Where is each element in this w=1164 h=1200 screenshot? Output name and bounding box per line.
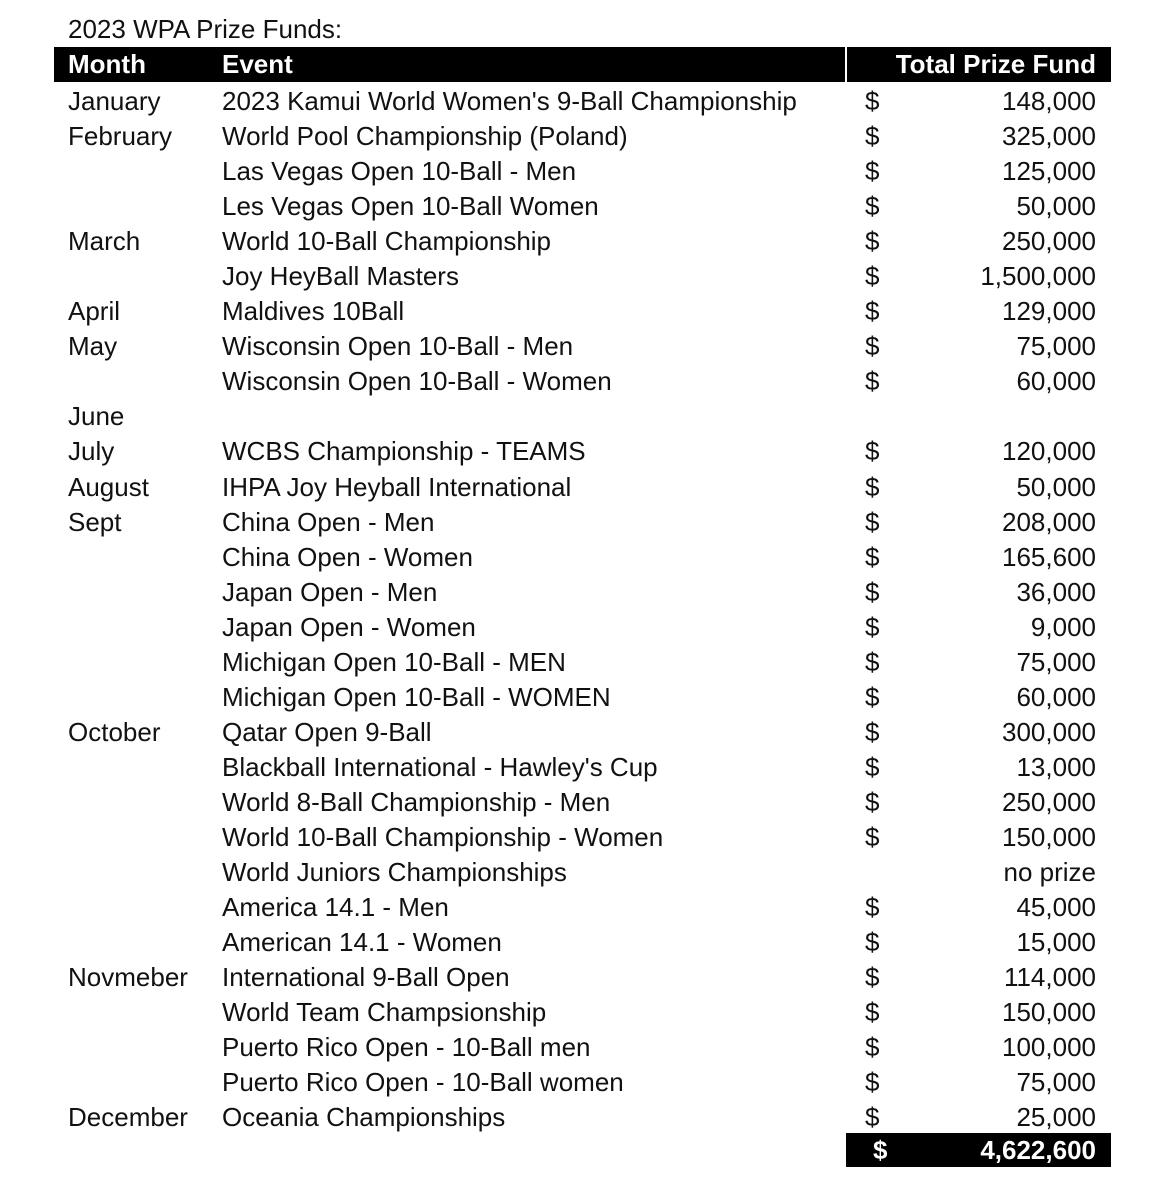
row-event: WCBS Championship - TEAMS	[222, 436, 586, 467]
row-month: March	[68, 226, 141, 257]
row-event: World 10-Ball Championship - Women	[222, 821, 664, 852]
row-event: Les Vegas Open 10-Ball Women	[222, 191, 599, 222]
table-row	[0, 1065, 1164, 1100]
row-month: January	[68, 86, 161, 116]
table-row	[0, 680, 1164, 715]
row-currency: $	[865, 436, 880, 467]
table-row	[0, 925, 1164, 960]
row-event: Blackball International - Hawley's Cup	[222, 751, 658, 782]
row-event: World Juniors Championships	[222, 857, 567, 888]
table-row	[0, 224, 1164, 259]
row-currency: $	[865, 296, 880, 327]
row-prize-amount: 150,000	[1002, 821, 1096, 852]
table-row	[0, 820, 1164, 855]
table-row	[0, 470, 1164, 505]
row-prize-amount: 120,000	[1002, 436, 1096, 467]
row-event: Wisconsin Open 10-Ball - Men	[222, 331, 574, 362]
table-row	[0, 1030, 1164, 1065]
row-prize-amount: 15,000	[1016, 927, 1096, 958]
row-currency: $	[865, 576, 880, 607]
row-month: August	[68, 471, 149, 502]
row-prize-amount: 250,000	[1002, 786, 1096, 817]
grand-total-currency: $	[873, 1135, 888, 1165]
row-prize-amount: 60,000	[1016, 366, 1096, 397]
prize-fund-table	[0, 84, 1164, 1135]
page-title: 2023 WPA Prize Funds:	[68, 14, 343, 44]
row-month: October	[68, 716, 161, 747]
row-prize-amount: 60,000	[1016, 681, 1096, 712]
row-currency: $	[865, 681, 880, 712]
row-currency: $	[865, 1102, 880, 1133]
table-row	[0, 119, 1164, 154]
row-prize-amount: 50,000	[1016, 471, 1096, 502]
table-row	[0, 995, 1164, 1030]
row-event: Japan Open - Men	[222, 576, 438, 607]
row-prize-amount: 165,600	[1002, 541, 1096, 572]
table-row	[0, 294, 1164, 329]
row-event: IHPA Joy Heyball International	[222, 471, 572, 502]
row-currency: $	[865, 927, 880, 958]
column-header-event: Event	[222, 49, 293, 79]
row-month: December	[68, 1102, 188, 1133]
row-prize-amount: 208,000	[1002, 506, 1096, 537]
grand-total-amount: 4,622,600	[980, 1135, 1096, 1165]
table-row	[0, 785, 1164, 820]
row-event: International 9-Ball Open	[222, 962, 510, 993]
row-event: 2023 Kamui World Women's 9-Ball Championship	[222, 86, 797, 116]
table-row	[0, 364, 1164, 399]
row-currency: $	[865, 261, 880, 292]
row-currency: $	[865, 751, 880, 782]
row-currency: $	[865, 226, 880, 257]
row-currency: $	[865, 121, 880, 152]
row-currency: $	[865, 1032, 880, 1063]
table-row	[0, 329, 1164, 364]
table-row	[0, 189, 1164, 224]
row-event: American 14.1 - Women	[222, 927, 502, 958]
row-currency: $	[865, 366, 880, 397]
row-prize-amount: no prize	[1003, 857, 1096, 888]
table-row	[0, 84, 1164, 119]
row-event: Puerto Rico Open - 10-Ball women	[222, 1067, 624, 1098]
row-currency: $	[865, 1067, 880, 1098]
row-prize-amount: 50,000	[1016, 191, 1096, 222]
row-currency: $	[865, 86, 880, 116]
table-row	[0, 505, 1164, 540]
table-row	[0, 154, 1164, 189]
table-header	[54, 47, 1111, 82]
row-currency: $	[865, 716, 880, 747]
row-month: February	[68, 121, 173, 152]
row-month: July	[68, 436, 115, 467]
row-currency: $	[865, 331, 880, 362]
table-row	[0, 575, 1164, 610]
row-event: World 10-Ball Championship	[222, 226, 552, 257]
row-currency: $	[865, 962, 880, 993]
row-currency: $	[865, 821, 880, 852]
table-row	[0, 434, 1164, 469]
table-row	[0, 399, 1164, 434]
table-row	[0, 960, 1164, 995]
row-prize-amount: 325,000	[1002, 121, 1096, 152]
table-row	[0, 1100, 1164, 1135]
row-currency: $	[865, 786, 880, 817]
row-event: Joy HeyBall Masters	[222, 261, 459, 292]
row-event: Japan Open - Women	[222, 611, 476, 642]
row-prize-amount: 75,000	[1016, 646, 1096, 677]
row-prize-amount: 148,000	[1002, 86, 1096, 116]
row-event: Oceania Championships	[222, 1102, 506, 1133]
row-prize-amount: 75,000	[1016, 1067, 1096, 1098]
row-event: Michigan Open 10-Ball - MEN	[222, 646, 566, 677]
row-prize-amount: 125,000	[1002, 156, 1096, 187]
row-currency: $	[865, 611, 880, 642]
row-event: Maldives 10Ball	[222, 296, 405, 327]
row-prize-amount: 1,500,000	[980, 261, 1096, 292]
row-event: Qatar Open 9-Ball	[222, 716, 432, 747]
row-prize-amount: 300,000	[1002, 716, 1096, 747]
row-prize-amount: 45,000	[1016, 892, 1096, 923]
row-month: June	[68, 401, 125, 432]
row-currency: $	[865, 471, 880, 502]
column-header-total-prize-fund: Total Prize Fund	[895, 49, 1096, 79]
column-header-month: Month	[68, 49, 146, 79]
row-event: World 8-Ball Championship - Men	[222, 786, 611, 817]
row-prize-amount: 13,000	[1016, 751, 1096, 782]
row-month: Novmeber	[68, 962, 188, 993]
row-prize-amount: 36,000	[1016, 576, 1096, 607]
row-prize-amount: 100,000	[1002, 1032, 1096, 1063]
row-currency: $	[865, 156, 880, 187]
row-prize-amount: 9,000	[1030, 611, 1096, 642]
row-prize-amount: 150,000	[1002, 997, 1096, 1028]
table-row	[0, 750, 1164, 785]
row-prize-amount: 114,000	[1003, 962, 1096, 993]
row-month: May	[68, 331, 118, 362]
header-divider	[845, 47, 847, 82]
table-row	[0, 610, 1164, 645]
table-row	[0, 645, 1164, 680]
table-row	[0, 855, 1164, 890]
table-row	[0, 540, 1164, 575]
row-event: World Pool Championship (Poland)	[222, 121, 628, 152]
row-event: China Open - Men	[222, 506, 435, 537]
row-prize-amount: 25,000	[1016, 1102, 1096, 1133]
row-currency: $	[865, 892, 880, 923]
row-event: World Team Champsionship	[222, 997, 547, 1028]
row-currency: $	[865, 541, 880, 572]
row-event: China Open - Women	[222, 541, 473, 572]
grand-total-bar	[846, 1133, 1111, 1167]
row-prize-amount: 129,000	[1002, 296, 1096, 327]
row-prize-amount: 75,000	[1016, 331, 1096, 362]
row-currency: $	[865, 997, 880, 1028]
table-row	[0, 259, 1164, 294]
table-row	[0, 890, 1164, 925]
row-event: Puerto Rico Open - 10-Ball men	[222, 1032, 591, 1063]
row-month: Sept	[68, 506, 122, 537]
row-event: America 14.1 - Men	[222, 892, 449, 923]
row-month: April	[68, 296, 121, 327]
table-row	[0, 715, 1164, 750]
row-currency: $	[865, 191, 880, 222]
row-event: Wisconsin Open 10-Ball - Women	[222, 366, 612, 397]
row-currency: $	[865, 646, 880, 677]
row-event: Michigan Open 10-Ball - WOMEN	[222, 681, 611, 712]
row-currency: $	[865, 506, 880, 537]
row-event: Las Vegas Open 10-Ball - Men	[222, 156, 577, 187]
row-prize-amount: 250,000	[1002, 226, 1096, 257]
